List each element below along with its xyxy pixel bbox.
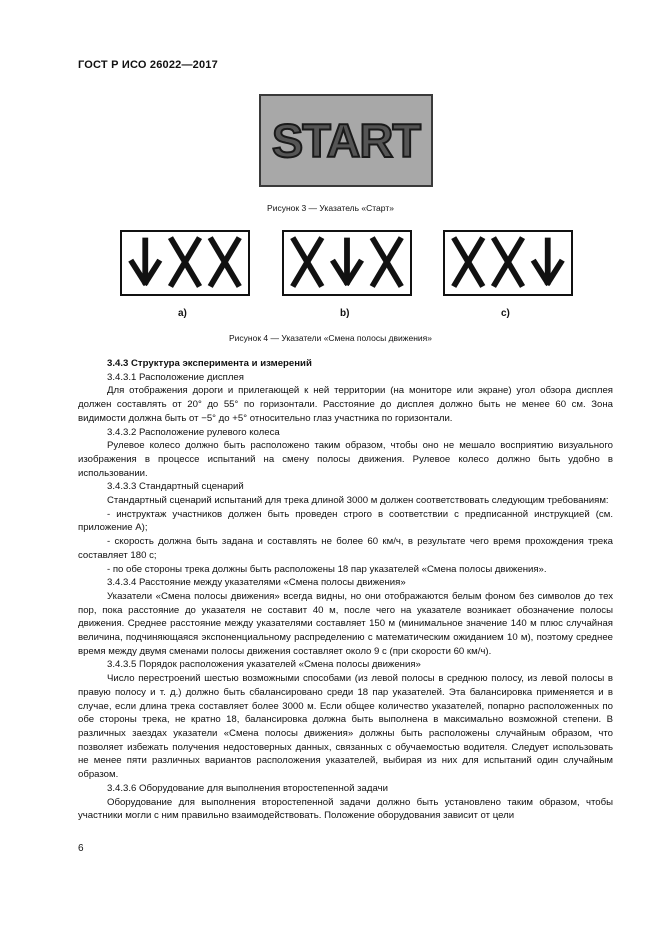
lane-change-sign-c xyxy=(443,230,573,296)
lane-change-sign-a-graphic xyxy=(122,232,248,294)
list-item: - скорость должна быть задана и составлять не более 60 км/ч, в результате чего время прохождения трека составляет 180 с; xyxy=(78,536,613,561)
subsection-heading: 3.4.3.5 Порядок расположения указателей «Смена полосы движения» xyxy=(107,659,421,671)
lane-change-sign-b-graphic xyxy=(284,232,410,294)
subsection-heading: 3.4.3.3 Стандартный сценарий xyxy=(107,481,244,493)
paragraph: Указатели «Смена полосы движения» всегда видны, но они отображаются белым фоном без символов до тех пор, пока расстояние до указателя не составит 40 м, после чего на указателе возникает обозначение полосы движения. Среднее расстояние между указателями составляет 150 м (минимальное значение 140 м плюс случайная величина, подчиняющаяся экспоненциальному распределению с математическим ожиданием 10 м), поэтому среднее время между двумя сменами полосы движения составляет около 9 с (при скорости 60 км/ч). xyxy=(78,590,613,657)
paragraph: Число перестроений шестью возможными способами (из левой полосы в среднюю полосу, из левой полосы в правую полосу и т. д.) должно быть сбалансировано среди 18 пар указателей. Эта балансировка применяется и в случае, если длина трека составляет более 3000 м. Если общее количество указателей, попарно расположенных по обе стороны трека, не кратно 18, балансировка должна быть выполнена в максимально возможной степени. В различных заездах указатели «Смена полосы движения» должны быть расположены случайным образом, что позволяет избежать получения недостоверных данных, связанных с обучаемостью водителя. Следует использовать не менее пяти различных вариантов расположения указателей, выбирая из них для испытаний один случайным образом. xyxy=(78,673,613,781)
figure-4-label-b: b) xyxy=(340,308,350,319)
lane-change-sign-b xyxy=(282,230,412,296)
subsection-heading: 3.4.3.2 Расположение рулевого колеса xyxy=(107,426,280,438)
paragraph: Стандартный сценарий испытаний для трека длиной 3000 м должен соответствовать следующим требованиям: xyxy=(107,495,609,507)
list-item: - по обе стороны трека должны быть расположены 18 пар указателей «Смена полосы движения». xyxy=(107,563,547,575)
paragraph: Для отображения дороги и прилегающей к ней территории (на мониторе или экране) угол обзора дисплея должен составлять от 20° до 55° по горизонтали. Расстояние до дисплея должно быть не менее 60 см. Зона видимости должна быть от −5° до +5° относительно глаз участника по горизонтали. xyxy=(78,385,613,424)
document-header: ГОСТ Р ИСО 26022—2017 xyxy=(78,59,218,71)
section-heading: 3.4.3 Структура эксперимента и измерений xyxy=(107,358,312,369)
figure-3-caption: Рисунок 3 — Указатель «Старт» xyxy=(267,203,394,213)
figure-4-caption: Рисунок 4 — Указатели «Смена полосы движения» xyxy=(229,333,432,343)
subsection-heading: 3.4.3.4 Расстояние между указателями «Смена полосы движения» xyxy=(107,577,406,589)
subsection-heading: 3.4.3.1 Расположение дисплея xyxy=(107,371,244,383)
start-sign-text: START xyxy=(271,114,421,167)
start-sign xyxy=(259,94,433,187)
list-item: - инструктаж участников должен быть проведен строго в соответствии с предписанной инструкцией (см. приложение А); xyxy=(78,508,613,534)
body-text xyxy=(78,357,613,823)
subsection-heading: 3.4.3.6 Оборудование для выполнения второстепенной задачи xyxy=(107,782,388,794)
page-number: 6 xyxy=(78,843,84,854)
paragraph: Рулевое колесо должно быть расположено таким образом, чтобы оно не мешало восприятию визуального изображения в процессе испытаний на смену полосы движения. Рулевое колесо должно быть удобно в использовании. xyxy=(78,440,613,479)
lane-change-sign-c-graphic xyxy=(445,232,571,294)
paragraph: Оборудование для выполнения второстепенной задачи должно быть установлено таким образом, чтобы участники могли с ним правильно взаимодействовать. Положение оборудования зависит от цели xyxy=(78,796,613,822)
figure-4-label-c: c) xyxy=(501,308,510,319)
figure-4-label-a: a) xyxy=(178,308,187,319)
lane-change-sign-a xyxy=(120,230,250,296)
